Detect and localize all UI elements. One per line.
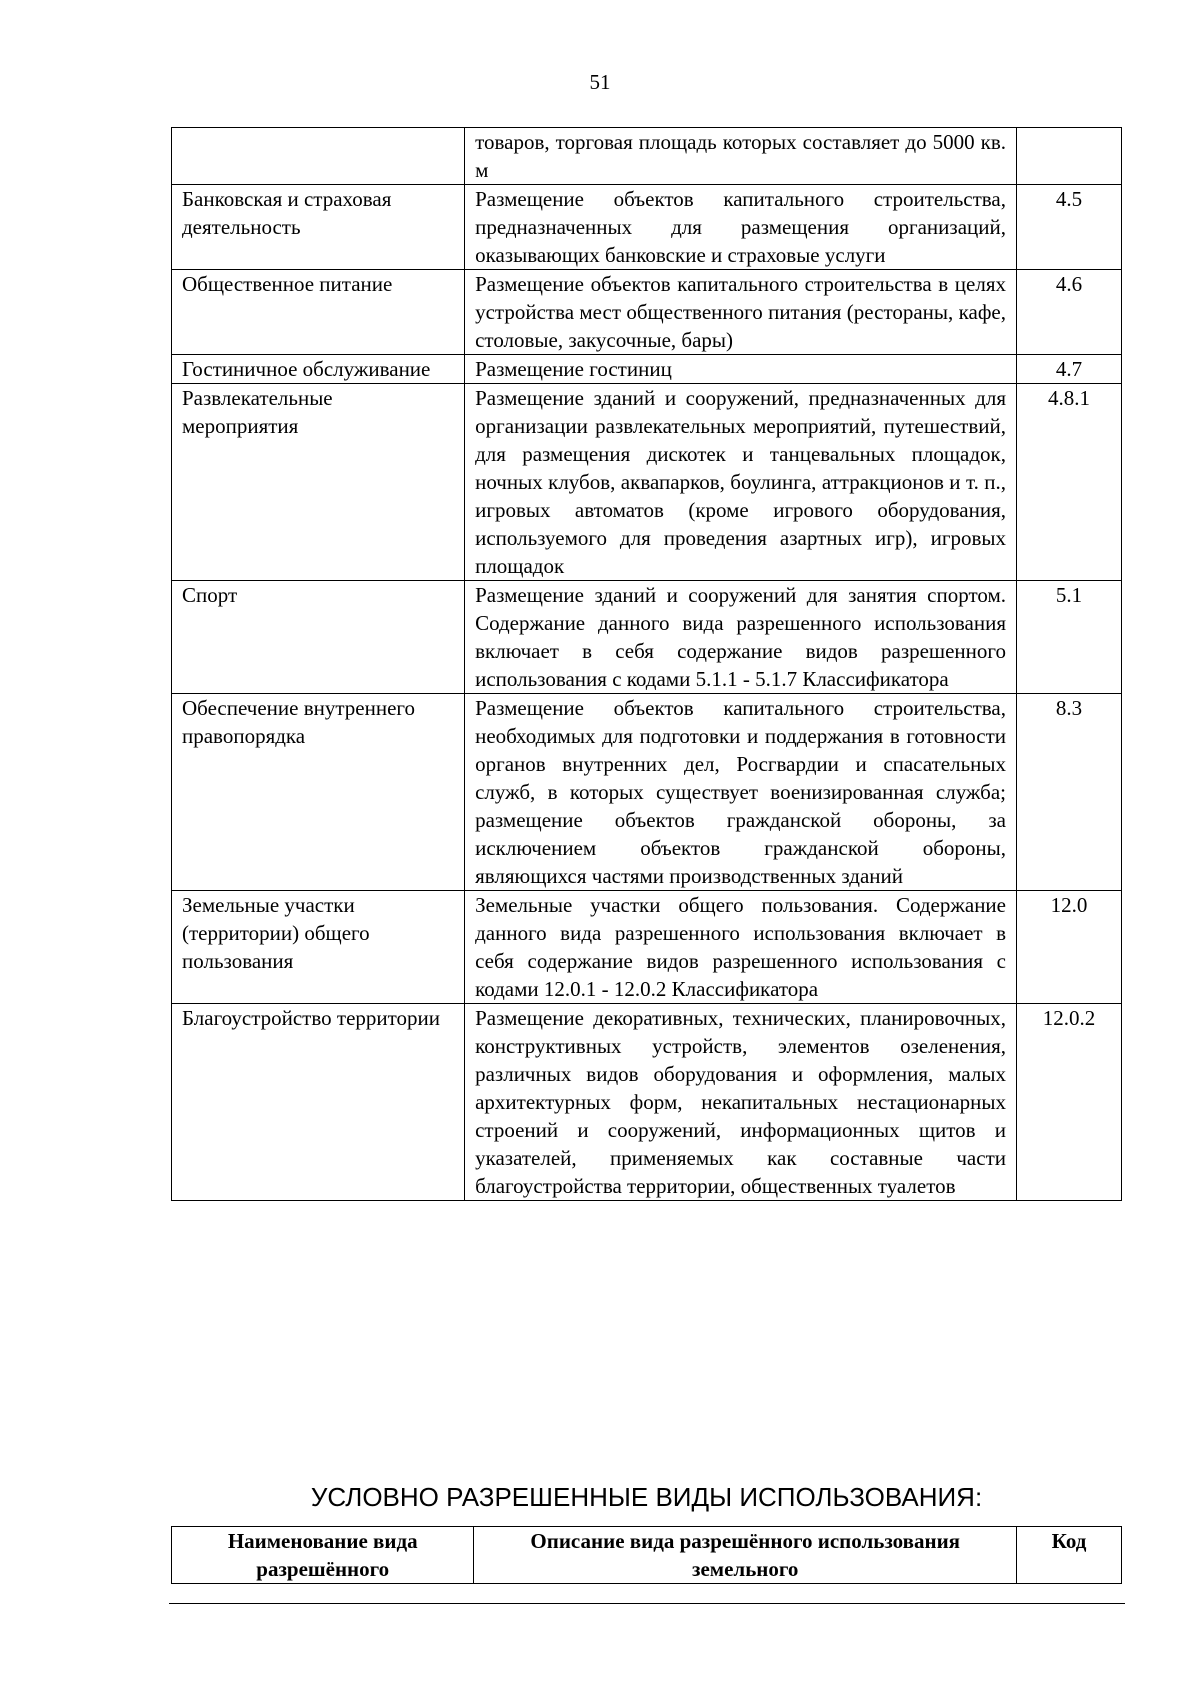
use-description-cell: Размещение объектов капитального строительства, предназначенных для размещения организаций, оказывающих банковские и страховые услуги bbox=[465, 185, 1017, 270]
use-description-cell: Размещение зданий и сооружений для занятия спортом. Содержание данного вида разрешенного использования включает в себя содержание видов разрешенного использования с кодами 5.1.1 - 5.1.7 Классификатора bbox=[465, 581, 1017, 694]
use-code-cell: 12.0 bbox=[1017, 891, 1122, 1004]
use-description-cell: Размещение зданий и сооружений, предназначенных для организации развлекательных мероприятий, путешествий, для размещения дискотек и танцевальных площадок, ночных клубов, аквапарков, боулинга, аттракционов и т. п., игровых автоматов (кроме игрового оборудования, используемого для проведения азартных игр), игровых площадок bbox=[465, 384, 1017, 581]
use-name-cell bbox=[172, 128, 465, 185]
header-code-cell: Код bbox=[1017, 1527, 1122, 1584]
page-number: 51 bbox=[589, 70, 611, 94]
use-code-cell: 5.1 bbox=[1017, 581, 1122, 694]
table-row bbox=[172, 694, 1122, 891]
use-description-cell: Земельные участки общего пользования. Содержание данного вида разрешенного использования включает в себя содержание видов разрешенного использования с кодами 12.0.1 - 12.0.2 Классификатора bbox=[465, 891, 1017, 1004]
use-description-cell: Размещение объектов капитального строительства, необходимых для подготовки и поддержания в готовности органов внутренних дел, Росгвардии и спасательных служб, в которых существует военизированная служба; размещение объектов гражданской обороны, за исключением объектов гражданской обороны, являющихся частями производственных зданий bbox=[465, 694, 1017, 891]
use-code-cell: 4.6 bbox=[1017, 270, 1122, 355]
permitted-uses-table bbox=[171, 127, 1122, 1201]
use-description-cell: товаров, торговая площадь которых составляет до 5000 кв. м bbox=[465, 128, 1017, 185]
use-description-cell: Размещение декоративных, технических, планировочных, конструктивных устройств, элементов озеленения, различных видов оборудования и оформления, малых архитектурных форм, некапитальных нестационарных строений и сооружений, информационных щитов и указателей, применяемых как составные части благоустройства территории, общественных туалетов bbox=[465, 1004, 1017, 1201]
use-code-cell: 8.3 bbox=[1017, 694, 1122, 891]
table-row bbox=[172, 128, 1122, 185]
table-row bbox=[172, 1004, 1122, 1201]
table-row bbox=[172, 891, 1122, 1004]
table-row bbox=[172, 355, 1122, 384]
conditional-uses-table-header bbox=[171, 1526, 1122, 1584]
use-name-cell: Обеспечение внутреннего правопорядка bbox=[172, 694, 465, 891]
use-code-cell: 12.0.2 bbox=[1017, 1004, 1122, 1201]
use-name-cell: Развлекательные мероприятия bbox=[172, 384, 465, 581]
use-code-cell bbox=[1017, 128, 1122, 185]
use-name-cell: Земельные участки (территории) общего пользования bbox=[172, 891, 465, 1004]
header-description-cell: Описание вида разрешённого использования земельного bbox=[474, 1527, 1017, 1584]
table-row bbox=[172, 185, 1122, 270]
use-name-cell: Гостиничное обслуживание bbox=[172, 355, 465, 384]
use-name-cell: Общественное питание bbox=[172, 270, 465, 355]
table-row bbox=[172, 581, 1122, 694]
section-title: УСЛОВНО РАЗРЕШЕННЫЕ ВИДЫ ИСПОЛЬЗОВАНИЯ: bbox=[310, 1482, 983, 1512]
header-name-cell: Наименование вида разрешённого bbox=[172, 1527, 474, 1584]
use-name-cell: Благоустройство территории bbox=[172, 1004, 465, 1201]
use-name-cell: Спорт bbox=[172, 581, 465, 694]
table-row bbox=[172, 270, 1122, 355]
use-code-cell: 4.5 bbox=[1017, 185, 1122, 270]
use-code-cell: 4.8.1 bbox=[1017, 384, 1122, 581]
header-row bbox=[172, 1527, 1122, 1584]
table-row bbox=[172, 384, 1122, 581]
bottom-divider bbox=[169, 1603, 1125, 1604]
use-description-cell: Размещение объектов капитального строительства в целях устройства мест общественного питания (рестораны, кафе, столовые, закусочные, бары) bbox=[465, 270, 1017, 355]
use-code-cell: 4.7 bbox=[1017, 355, 1122, 384]
use-name-cell: Банковская и страховая деятельность bbox=[172, 185, 465, 270]
use-description-cell: Размещение гостиниц bbox=[465, 355, 1017, 384]
